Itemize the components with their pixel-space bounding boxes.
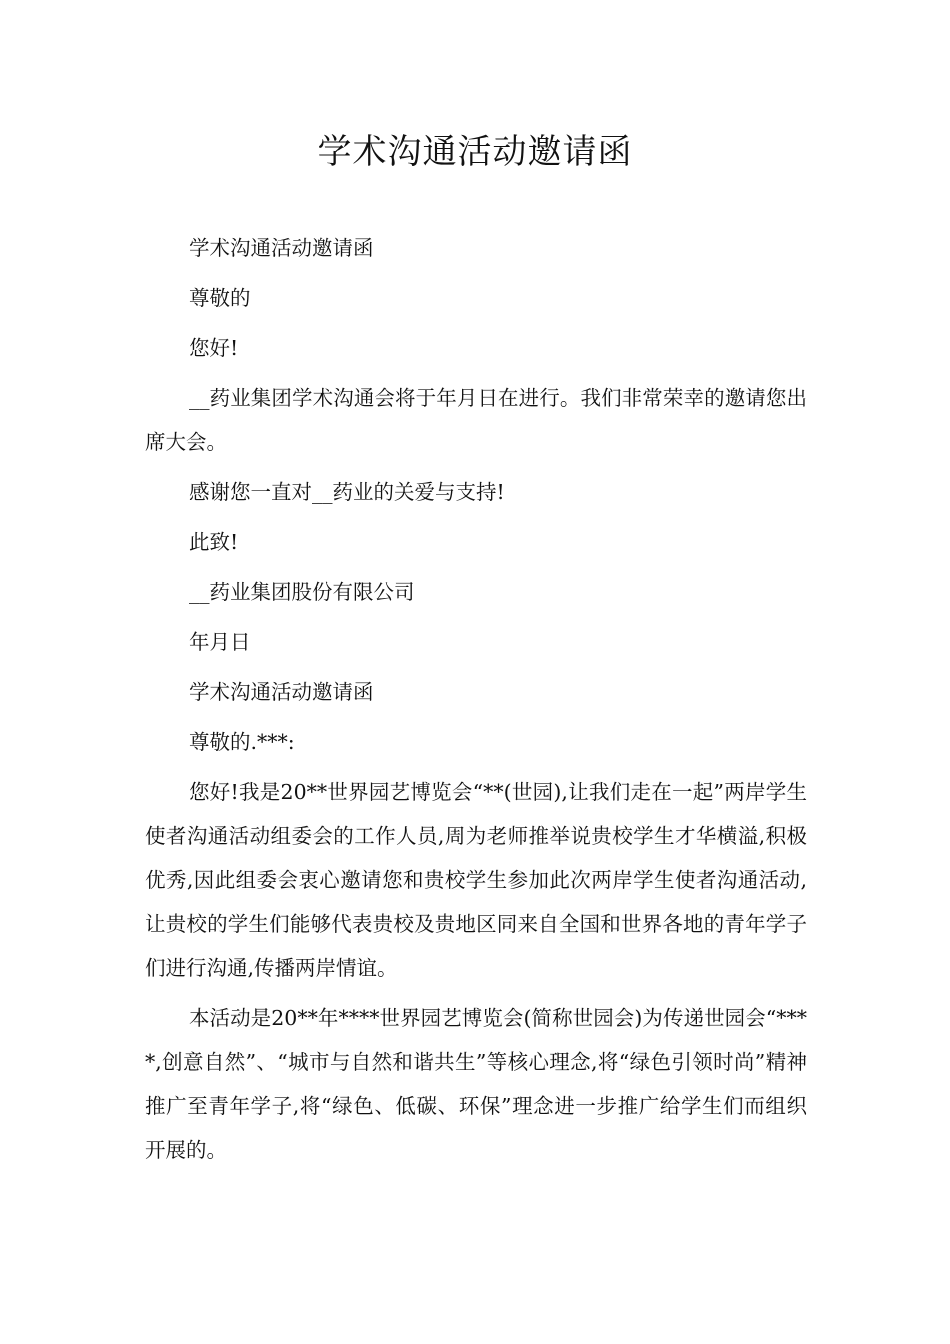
paragraph-activity-purpose: 本活动是20**年****世界园艺博览会(简称世园会)为传递世园会“****,创意自然”、“城市与自然和谐共生”等核心理念,将“绿色引领时尚”精神推广至青年学子,将“绿色、低碳、环保”理念进一步推广给学生们而组织开展的。: [145, 1006, 807, 1162]
paragraph-heading: 学术沟通活动邀请函: [189, 236, 374, 260]
paragraph-salutation: 尊敬的: [189, 286, 251, 310]
document-title: 学术沟通活动邀请函: [317, 132, 633, 172]
paragraph-invitation: __药业集团学术沟通会将于年月日在进行。我们非常荣幸的邀请您出席大会。: [145, 386, 807, 454]
paragraph-introduction: 您好!我是20**世界园艺博览会“**(世园),让我们走在一起”两岸学生使者沟通活动组委会的工作人员,周为老师推举说贵校学生才华横溢,积极优秀,因此组委会衷心邀请您和贵校学生参加此次两岸学生使者沟通活动,让贵校的学生们能够代表贵校及贵地区同来自全国和世界各地的青年学子们进行沟通,传播两岸情谊。: [145, 780, 807, 980]
paragraph-thanks: 感谢您一直对__药业的关爱与支持!: [189, 480, 505, 504]
paragraph-signature-date: 年月日: [189, 630, 251, 654]
paragraph-salutation-2: 尊敬的.***:: [189, 730, 295, 754]
paragraph-heading-2: 学术沟通活动邀请函: [189, 680, 374, 704]
paragraph-signature-company: __药业集团股份有限公司: [189, 580, 415, 604]
document-body: [145, 226, 807, 1178]
paragraph-greeting: 您好!: [189, 336, 239, 360]
paragraph-closing: 此致!: [189, 530, 239, 554]
